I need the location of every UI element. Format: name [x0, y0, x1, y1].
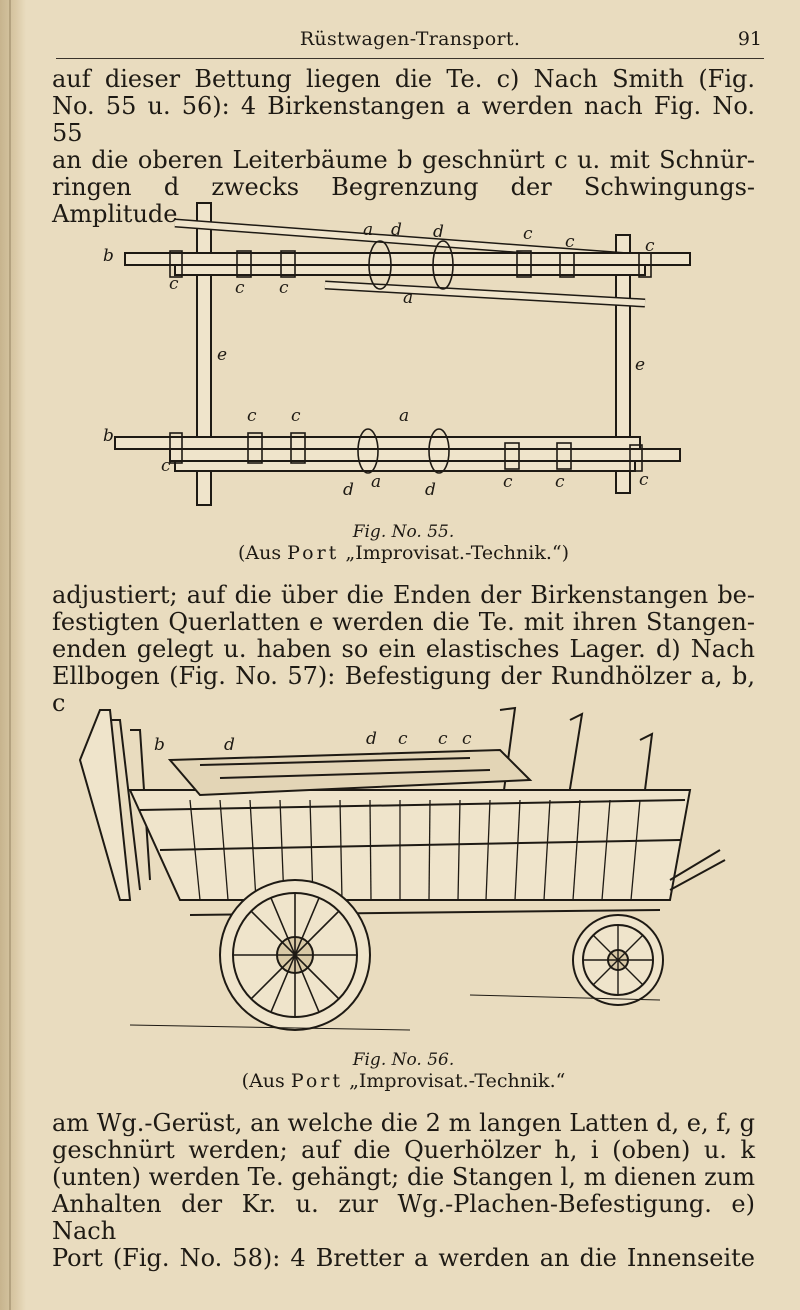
text-line: auf dieser Bettung liegen die Te. c) Nach Smith (Fig.: [52, 65, 755, 93]
figure-55-caption: Fig. No. 55.: [352, 522, 455, 542]
fig56-label: c: [398, 729, 408, 749]
figure-55-caption-block: [52, 522, 755, 564]
fig55-label: c: [503, 472, 513, 492]
fig55-label: e: [635, 355, 646, 375]
paragraph-3: [52, 1110, 755, 1272]
figure-56-caption: Fig. No. 56.: [352, 1050, 455, 1070]
text-line: enden gelegt u. haben so ein elastisches Lager. d) Nach: [52, 635, 755, 663]
fig55-label: d: [425, 480, 436, 500]
text-line: am Wg.-Gerüst, an welche die 2 m langen Latten d, e, f, g: [52, 1109, 755, 1137]
fig55-label: b: [103, 246, 114, 266]
fig55-label: a: [371, 472, 382, 492]
text-line: No. 55 u. 56): 4 Birkenstangen a werden nach Fig. No. 55: [52, 92, 755, 147]
fig55-label: c: [523, 224, 533, 244]
fig55-label: c: [645, 236, 655, 256]
fig55-label: c: [161, 456, 171, 476]
source-author: Port: [290, 1070, 344, 1092]
figure-55-illustration: [95, 195, 705, 515]
page-gutter: [0, 0, 26, 1310]
fig55-label: c: [235, 278, 245, 298]
fig55-label: d: [343, 480, 354, 500]
fig55-label: c: [247, 406, 257, 426]
fig56-label: c: [438, 729, 448, 749]
figure-56-illustration: [70, 700, 730, 1045]
fig55-label: a: [399, 406, 410, 426]
text-line: geschnürt werden; auf die Querhölzer h, i (oben) u. k: [52, 1136, 755, 1164]
fig56-label: d: [366, 729, 377, 749]
fig55-label: b: [103, 426, 114, 446]
fig55-label: d: [391, 220, 402, 240]
fig55-label: c: [555, 472, 565, 492]
paragraph-2: [52, 582, 755, 717]
source-prefix: (Aus: [241, 1070, 285, 1092]
figure-56-caption-block: [52, 1050, 755, 1092]
fig55-label: a: [403, 288, 414, 308]
source-title: „Improvisat.-Technik.“: [349, 1070, 566, 1092]
fig55-label: d: [433, 222, 444, 242]
figure-55-source: [52, 542, 755, 564]
fig56-label: b: [154, 735, 165, 755]
text-line: festigten Querlatten e werden die Te. mit ihren Stangen-: [52, 608, 755, 636]
source-title: „Improvisat.-Technik.“): [345, 542, 570, 564]
text-line: Ellbogen (Fig. No. 57): Befestigung der Rundhölzer a, b, c: [52, 662, 755, 717]
text-line: ringen d zwecks Begrenzung der Schwingungs-Amplitude: [52, 173, 755, 228]
text-line: Port (Fig. No. 58): 4 Bretter a werden an die Innenseite: [52, 1244, 755, 1272]
fig55-label: c: [291, 406, 301, 426]
text-line: Anhalten der Kr. u. zur Wg.-Plachen-Befestigung. e) Nach: [52, 1190, 755, 1245]
fig55-label: c: [639, 470, 649, 490]
page-number: 91: [737, 28, 762, 50]
text-line: (unten) werden Te. gehängt; die Stangen l, m dienen zum: [52, 1163, 755, 1191]
fig55-label: c: [169, 274, 179, 294]
fig55-label: a: [363, 220, 374, 240]
fig55-label: c: [279, 278, 289, 298]
source-author: Port: [287, 542, 340, 564]
source-prefix: (Aus: [237, 542, 282, 564]
fig56-label: c: [462, 729, 472, 749]
fig56-label: d: [224, 735, 235, 755]
figure-56-source: [52, 1070, 755, 1092]
running-header: [56, 28, 764, 59]
fig55-label: c: [565, 232, 575, 252]
running-title: Rüstwagen-Transport.: [299, 28, 521, 50]
text-line: adjustiert; auf die über die Enden der Birkenstangen be-: [52, 581, 755, 609]
fig55-label: e: [217, 345, 228, 365]
text-line: an die oberen Leiterbäume b geschnürt c u. mit Schnür-: [52, 146, 755, 174]
